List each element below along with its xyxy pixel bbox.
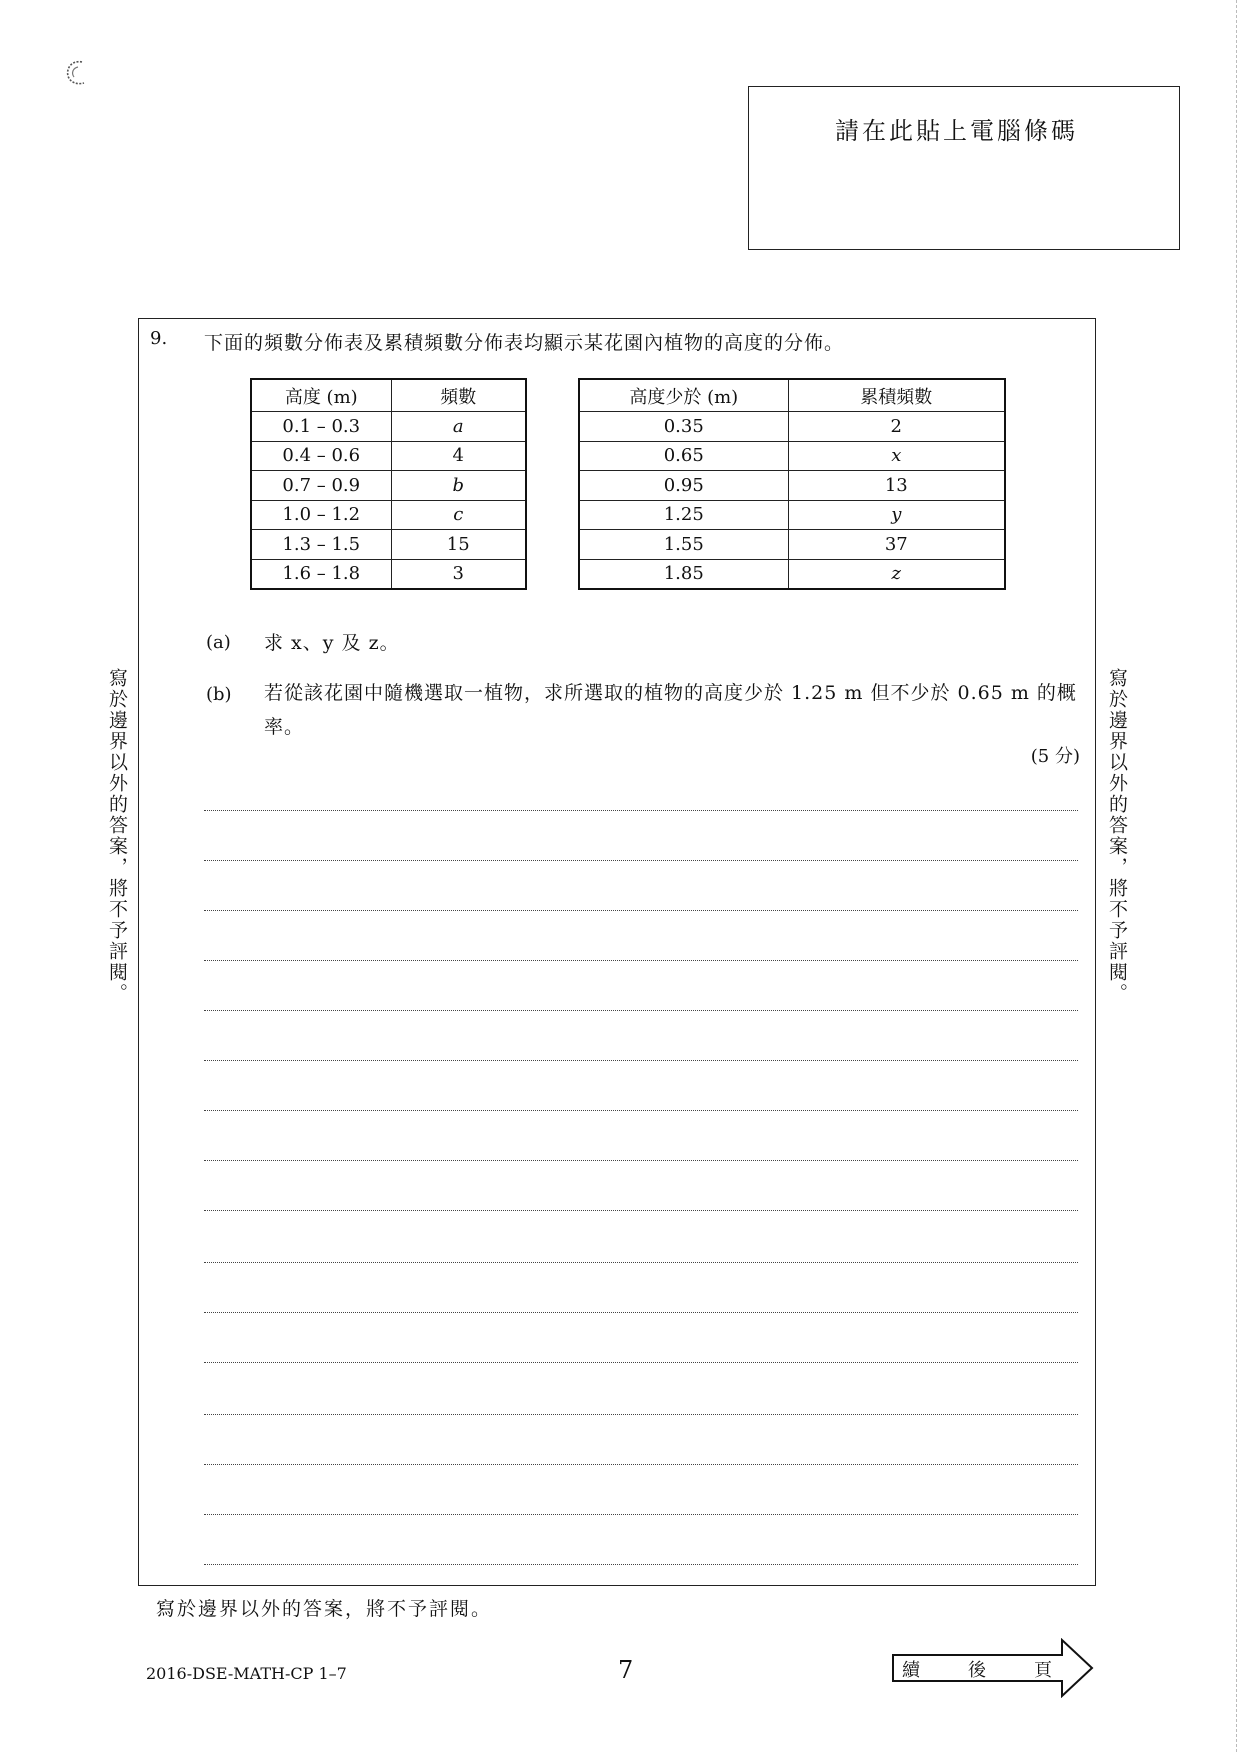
frequency-table	[250, 378, 527, 590]
table-row	[251, 500, 526, 530]
table-cell: a	[391, 412, 526, 442]
table-cell: 1.55	[579, 530, 788, 560]
page-number: 7	[618, 1656, 634, 1684]
answer-line[interactable]	[204, 1110, 1078, 1111]
table-row	[579, 441, 1005, 471]
marks-label: (5 分)	[1030, 746, 1080, 767]
table-row	[579, 559, 1005, 589]
table-cell: x	[788, 441, 1005, 471]
question-text: 下面的頻數分佈表及累積頻數分佈表均顯示某花園內植物的高度的分佈。	[204, 332, 845, 354]
table-cell: 3	[391, 559, 526, 589]
table-cell: 1.6 – 1.8	[251, 559, 391, 589]
table-cell: y	[788, 500, 1005, 530]
answer-line[interactable]	[204, 1010, 1078, 1011]
table-row	[579, 471, 1005, 501]
answer-line[interactable]	[204, 1160, 1078, 1161]
question-number: 9.	[150, 328, 168, 349]
right-margin-warning: 寫於邊界以外的答案，將不予評閱。	[1106, 668, 1128, 1004]
table-cell: 0.1 – 0.3	[251, 412, 391, 442]
table-row	[579, 412, 1005, 442]
continue-label	[902, 1656, 1052, 1682]
answer-line[interactable]	[204, 1312, 1078, 1313]
continue-char: 續	[902, 1660, 920, 1681]
table-cell: b	[391, 471, 526, 501]
table-row	[579, 530, 1005, 560]
table-cell: c	[391, 500, 526, 530]
table-cell: 4	[391, 441, 526, 471]
table-cell: 0.35	[579, 412, 788, 442]
table-row	[251, 559, 526, 589]
table-header-cell: 累積頻數	[788, 379, 1005, 412]
barcode-label: 請在此貼上電腦條碼	[835, 117, 1078, 145]
cumulative-frequency-table	[578, 378, 1006, 590]
table-row	[251, 471, 526, 501]
table-cell: 37	[788, 530, 1005, 560]
part-a-label: (a)	[206, 632, 231, 653]
continue-char: 頁	[1034, 1660, 1052, 1681]
continue-char: 後	[968, 1660, 986, 1681]
seal-icon	[62, 58, 92, 88]
bottom-margin-warning: 寫於邊界以外的答案，將不予評閱。	[156, 1598, 493, 1620]
table-header-cell: 高度少於 (m)	[579, 379, 788, 412]
part-b-label: (b)	[206, 684, 232, 705]
scan-edge	[1236, 0, 1238, 1752]
answer-line[interactable]	[204, 1514, 1078, 1515]
table-cell: 15	[391, 530, 526, 560]
table-header-cell: 頻數	[391, 379, 526, 412]
table-cell: 1.3 – 1.5	[251, 530, 391, 560]
table-row	[251, 441, 526, 471]
answer-line[interactable]	[204, 1564, 1078, 1565]
table-cell: 0.7 – 0.9	[251, 471, 391, 501]
answer-line[interactable]	[204, 860, 1078, 861]
left-margin-warning: 寫於邊界以外的答案，將不予評閱。	[106, 668, 128, 1004]
answer-line[interactable]	[204, 1414, 1078, 1415]
barcode-sticker-box[interactable]	[748, 86, 1180, 250]
table-header-row	[579, 379, 1005, 412]
answer-line[interactable]	[204, 1464, 1078, 1465]
continue-next-page-button[interactable]	[892, 1638, 1096, 1698]
answer-line[interactable]	[204, 1362, 1078, 1363]
answer-line[interactable]	[204, 1060, 1078, 1061]
table-cell: 13	[788, 471, 1005, 501]
table-header-row	[251, 379, 526, 412]
table-cell: 1.85	[579, 559, 788, 589]
table-header-cell: 高度 (m)	[251, 379, 391, 412]
answer-line[interactable]	[204, 1210, 1078, 1211]
table-cell: z	[788, 559, 1005, 589]
paper-code: 2016-DSE-MATH-CP 1–7	[146, 1664, 347, 1683]
answer-line[interactable]	[204, 810, 1078, 811]
table-cell: 0.65	[579, 441, 788, 471]
answer-line[interactable]	[204, 910, 1078, 911]
table-row	[251, 530, 526, 560]
part-a-text: 求 x、y 及 z。	[264, 632, 400, 654]
table-cell: 1.0 – 1.2	[251, 500, 391, 530]
table-row	[579, 500, 1005, 530]
answer-line[interactable]	[204, 960, 1078, 961]
table-cell: 0.95	[579, 471, 788, 501]
table-cell: 0.4 – 0.6	[251, 441, 391, 471]
table-row	[251, 412, 526, 442]
table-cell: 2	[788, 412, 1005, 442]
answer-line[interactable]	[204, 1262, 1078, 1263]
part-b-text: 若從該花園中隨機選取一植物，求所選取的植物的高度少於 1.25 m 但不少於 0.65 m 的概率。	[264, 682, 1077, 738]
table-cell: 1.25	[579, 500, 788, 530]
